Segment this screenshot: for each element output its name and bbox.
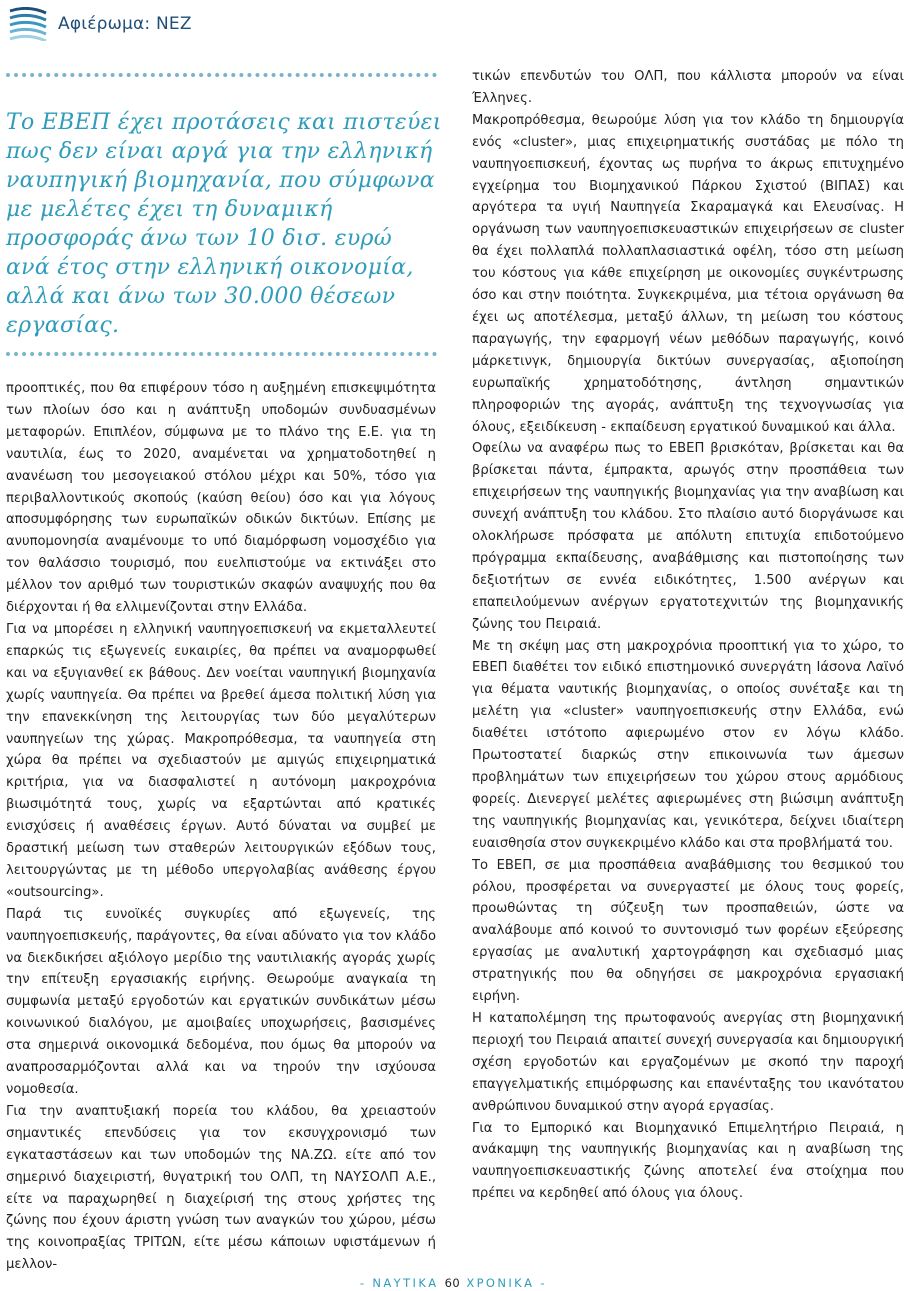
section-title: Αφιέρωμα: ΝΕΖ <box>58 14 192 34</box>
page-footer <box>0 1272 905 1291</box>
paragraph: Για το Εμπορικό και Βιομηχανικό Επιμελητήριο Πειραιά, η ανάκαμψη της ναυπηγικής βιομηχανίας και η αναβίωση της ναυπηγοεπισκευαστικής ζώνης αποτελεί ένα στοίχημα που πρέπει να κερδηθεί από όλους για όλους. <box>472 1120 904 1202</box>
waves-logo-icon <box>8 7 48 41</box>
page-header <box>8 4 192 44</box>
paragraph: Η καταπολέμηση της πρωτοφανούς ανεργίας στη βιομηχανική περιοχή του Πειραιά απαιτεί συνεχή συνεργασία και δημιουργική σχέση εργοδοτών και εργαζομένων με σκοπό την παροχή επαγγελματικής επιμόρφωσης και επανένταξης του ικανότατου ανθρώπινου δυναμικού στην αγορά εργασίας. <box>472 1010 904 1114</box>
paragraph: Οφείλω να αναφέρω πως το ΕΒΕΠ βρισκόταν, βρίσκεται και θα βρίσκεται πάντα, έμπρακτα, αρωγός στην προσπάθεια των επιχειρήσεων της ναυπηγικής βιομηχανίας για την αναβίωση και συνεχή ανάπτυξη του κλάδου. Στο πλαίσιο αυτό διοργάνωσε και ολοκλήρωσε πρόσφατα με απόλυτη επιτυχία επιδοτούμενο πρόγραμμα εκπαίδευσης, αναβάθμισης και πιστοποίησης των δεξιοτήτων σε εννέα ειδικότητες, 1.500 ανέργων και επαπειλούμενων ανέργων εργατοτεχνιτών της βιομηχανικής ζώνης του Πειραιά. <box>472 441 904 632</box>
left-column <box>6 378 436 1276</box>
pull-quote-divider-bottom <box>6 352 437 356</box>
right-column <box>472 66 904 1205</box>
paragraph: Για να μπορέσει η ελληνική ναυπηγοεπισκευή να εκμεταλλευτεί επαρκώς τις εξωγενείς ευκαιρίες, θα πρέπει να αναμορφωθεί και να εξυγιανθεί εκ βάθους. Δεν νοείται ναυπηγική βιομηχανία χωρίς ναυπηγεία. Θα πρέπει να βρεθεί άμεσα πολιτική λύση για την επανεκκίνηση της λειτουργίας των δύο μεγαλύτερων ναυπηγείων της χώρας. Μακροπρόθεσμα, τα ναυπηγεία στη χώρα θα πρέπει να σχεδιαστούν με αμιγώς επιχειρηματικά κριτήρια, για να διασφαλιστεί η αυτόνομη μακροχρόνια βιωσιμότητά τους, χωρίς να εξαρτώνται από κρατικές ενισχύσεις ή αναθέσεις έργων. Αυτό δύναται να συμβεί με δραστική μείωση των σταθερών λειτουργικών εξόδων τους, λειτουργώντας με τη μέθοδο υπεργολαβίας ανάθεσης έργου «outsourcing». <box>6 621 436 900</box>
paragraph: Παρά τις ευνοϊκές συγκυρίες από εξωγενείς, της ναυπηγοεπισκευής, παράγοντες, θα είναι αδύνατο για τον κλάδο να διεκδικήσει αξιόλογο μερίδιο της ναυτιλιακής αγοράς χωρίς την επίτευξη εργασιακής ειρήνης. Θεωρούμε αναγκαία τη συμφωνία μεταξύ εργοδοτών και εργατικών συνδικάτων μέσω κοινωνικού διαλόγου, με αμοιβαίες υποχωρήσεις, βασισμένες στα σημερινά οικονομικά δεδομένα, που όμως θα μπορούν να αναπροσαρμόζονται αλλά και να τηρούν την ισχύουσα νομοθεσία. <box>6 906 436 1097</box>
paragraph: Με τη σκέψη μας στη μακροχρόνια προοπτική για το χώρο, το ΕΒΕΠ διαθέτει τον ειδικό επιστημονικό συνεργάτη Ιάσονα Λαϊνό για θέματα ναυτικής βιομηχανίας, ο οποίος συνέταξε και τη μελέτη για «cluster» ναυπηγοεπισκευής στην Ελλάδα, ενώ διαθέτει ιστότοπο αφιερωμένο στον εν λόγω κλάδο. Πρωτοστατεί διαρκώς στην επικοινωνία των άμεσων προβλημάτων των επιχειρήσεων του χώρου στους αρμόδιους φορείς. Διενεργεί μελέτες αφιερωμένες στη βιώσιμη ανάπτυξη της ναυπηγικής βιομηχανίας και, γενικότερα, δείχνει ιδιαίτερη ευαισθησία στον συγκεκριμένο κλάδο και στα προβλήματά του. <box>472 638 904 851</box>
paragraph: Μακροπρόθεσμα, θεωρούμε λύση για τον κλάδο τη δημιουργία ενός «cluster», μιας επιχειρηματικής συστάδας με πόλο τη ναυπηγοεπισκευή, έχοντας ως πυρήνα το άκρως επιτυχημένο εγχείρημα του Βιομηχανικού Πάρκου Σχιστού (ΒΙΠΑΣ) και αργότερα τα υγιή Ναυπηγεία Σκαραμαγκά και Ελευσίνας. Η οργάνωση των ναυπηγοεπισκευαστικών επιχειρήσεων σε cluster θα έχει πολλαπλά πολλαπλασιαστικά οφέλη, τόσο στη μείωση του κόστους για κάθε επιχείρηση με οικονομίες συγκέντρωσης όσο και στην ποιότητα. Συγκεκριμένα, μια τέτοια οργάνωση θα έχει ως αποτέλεσμα, μεταξύ άλλων, τη μείωση του κόστους παραγωγής, την εφαρμογή νέων μεθόδων παραγωγής, κοινό μάρκετινγκ, δημιουργία δικτύων συνεργασίας, αξιοποίηση ευρωπαϊκής χρηματοδότησης, άντληση σημαντικών πληροφοριών της αγοράς, ανάπτυξη της τεχνογνωσίας για όλους, εξειδίκευση - εκπαίδευση εργατικού δυναμικού και άλλα. <box>472 112 904 435</box>
footer-magazine-name-right: ΧΡΟΝΙΚΑ - <box>466 1276 547 1290</box>
paragraph: τικών επενδυτών του ΟΛΠ, που κάλλιστα μπορούν να είναι Έλληνες. <box>472 69 904 106</box>
pull-quote: Το ΕΒΕΠ έχει προτάσεις και πιστεύει πως δεν είναι αργά για την ελληνική ναυπηγική βιομηχανία, που σύμφωνα με μελέτες έχει τη δυναμική προσφοράς άνω των 10 δισ. ευρώ ανά έτος στην ελληνική οικονομία, αλλά και άνω των 30.000 θέσεων εργασίας. <box>6 110 442 338</box>
paragraph: προοπτικές, που θα επιφέρουν τόσο η αυξημένη επισκεψιμότητα των πλοίων όσο και η ανάπτυξη υποδομών συνδυασμένων μεταφορών. Επιπλέον, σύμφωνα με το πλάνο της Ε.Ε. για τη ναυτιλία, έως το 2020, αναμένεται να χρηματοδοτηθεί η ανανέωση του μεσογειακού στόλου μέχρι και 50%, τόσο για περιβαλλοντικούς σκοπούς (καύση θείου) όσο και για λόγους αποσυμφόρησης των ευρωπαϊκών οδικών δικτύων. Επίσης με ανυπομονησία αναμένουμε το υπό διαμόρφωση νομοσχέδιο για τον θαλάσσιο τουρισμό, που ευελπιστούμε να εκτινάξει στο μέλλον τον αριθμό των τουριστικών σκαφών αναψυχής που θα διέρχονται ή θα ελλιμενίζονται στην Ελλάδα. <box>6 381 436 616</box>
pull-quote-divider-top <box>6 73 437 77</box>
paragraph: Για την αναπτυξιακή πορεία του κλάδου, θα χρειαστούν σημαντικές επενδύσεις για τον εκσυγχρονισμό των εγκαταστάσεων και των υποδομών της ΝΑ.ΖΩ. είτε από τον σημερινό διαχειριστή, θυγατρική του ΟΛΠ, τη ΝΑΥΣΟΛΠ Α.Ε., είτε να παραχωρηθεί η διαχείρισή της στους χρήστες της ζώνης που έχουν άριστη γνώση των αναγκών του χώρου, μέσω της κοινοπραξίας ΤΡΙΤΩΝ, είτε μέσω κάποιων υφιστάμενων ή μελλον- <box>6 1103 436 1273</box>
footer-magazine-name-left: - ΝΑΥΤΙΚΑ <box>359 1276 439 1290</box>
paragraph: Το ΕΒΕΠ, σε μια προσπάθεια αναβάθμισης του θεσμικού του ρόλου, προσφέρεται να συνεργαστεί με όλους τους φορείς, προωθώντας τη σύζευξη των προσπαθειών, ώστε να αναλάβουμε από κοινού το συντονισμό των φορέων εξεύρεσης εργασίας με αναλυτική χαρτογράφηση και σχεδιασμό μιας στρατηγικής που θα οδηγήσει σε μακροχρόνια εργασιακή ειρήνη. <box>472 857 904 1005</box>
page-number: 60 <box>444 1276 461 1290</box>
